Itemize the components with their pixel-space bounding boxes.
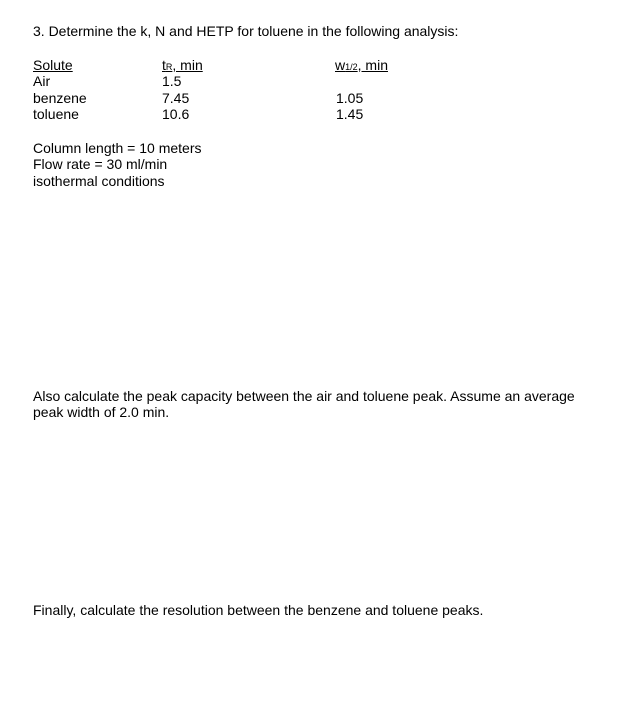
row-solute: benzene bbox=[33, 90, 87, 106]
row-w: 1.45 bbox=[336, 106, 364, 122]
row-tr: 1.5 bbox=[162, 73, 182, 89]
peak-capacity-line: Also calculate the peak capacity between the air and toluene peak. Assume an average bbox=[33, 388, 575, 404]
row-w: 1.05 bbox=[336, 90, 364, 106]
header-retention-time: tR, min bbox=[162, 57, 203, 73]
peak-capacity-line: peak width of 2.0 min. bbox=[33, 404, 170, 420]
header-solute: Solute bbox=[33, 57, 73, 73]
header-peak-width: w1/2, min bbox=[335, 57, 388, 73]
question-heading: 3. Determine the k, N and HETP for toluene in the following analysis: bbox=[33, 23, 459, 39]
row-solute: toluene bbox=[33, 106, 79, 122]
row-tr: 7.45 bbox=[162, 90, 190, 106]
row-tr: 10.6 bbox=[162, 106, 190, 122]
condition-line: Column length = 10 meters bbox=[33, 140, 202, 156]
condition-line: isothermal conditions bbox=[33, 173, 165, 189]
condition-line: Flow rate = 30 ml/min bbox=[33, 156, 168, 172]
resolution-question: Finally, calculate the resolution between the benzene and toluene peaks. bbox=[33, 602, 484, 618]
row-solute: Air bbox=[33, 73, 51, 89]
